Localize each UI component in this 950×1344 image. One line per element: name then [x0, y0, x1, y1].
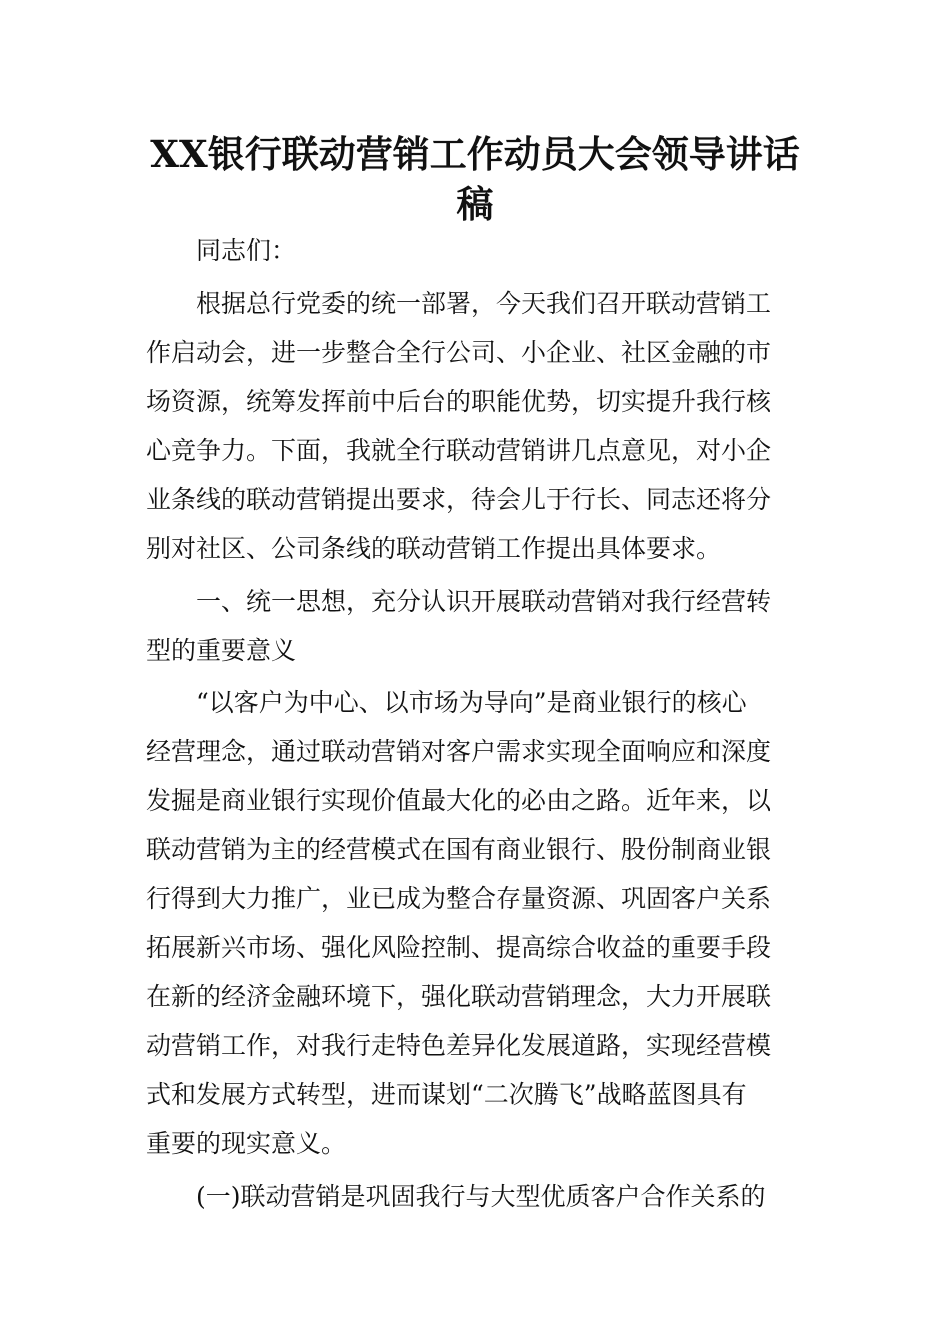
paragraph-line: 式和发展方式转型，进而谋划“二次腾飞”战略蓝图具有	[146, 1080, 747, 1109]
paragraph-line: 联动营销为主的经营模式在国有商业银行、股份制商业银	[146, 835, 772, 864]
paragraph-line: 拓展新兴市场、强化风险控制、提高综合收益的重要手段	[146, 933, 772, 962]
paragraph-line: 在新的经济金融环境下，强化联动营销理念，大力开展联	[146, 982, 772, 1011]
paragraph-line: 动营销工作，对我行走特色差异化发展道路，实现经营模	[146, 1031, 772, 1060]
document-title-line-2: 稿	[456, 182, 494, 226]
paragraph-line: 发掘是商业银行实现价值最大化的必由之路。近年来，以	[146, 786, 772, 815]
subsection-heading-line: (一)联动营销是巩固我行与大型优质客户合作关系的	[196, 1182, 766, 1211]
paragraph-line: 根据总行党委的统一部署，今天我们召开联动营销工	[196, 289, 772, 318]
paragraph-line: 重要的现实意义。	[146, 1129, 347, 1158]
paragraph-line: 心竞争力。下面，我就全行联动营销讲几点意见，对小企	[146, 436, 772, 465]
section-heading-line: 型的重要意义	[146, 636, 297, 665]
paragraph-line: 行得到大力推广，业已成为整合存量资源、巩固客户关系	[146, 884, 772, 913]
salutation: 同志们：	[196, 236, 297, 265]
section-heading-line: 一、统一思想，充分认识开展联动营销对我行经营转	[196, 587, 772, 616]
paragraph-line: 作启动会，进一步整合全行公司、小企业、社区金融的市	[146, 338, 772, 367]
paragraph-line: 别对社区、公司条线的联动营销工作提出具体要求。	[146, 534, 722, 563]
paragraph-line: 业条线的联动营销提出要求，待会儿于行长、同志还将分	[146, 485, 772, 514]
paragraph-line: 场资源，统筹发挥前中后台的职能优势，切实提升我行核	[146, 387, 772, 416]
paragraph-line: 经营理念，通过联动营销对客户需求实现全面响应和深度	[146, 737, 772, 766]
document-title-line-1: XX银行联动营销工作动员大会领导讲话	[150, 132, 800, 176]
paragraph-line: “以客户为中心、以市场为导向”是商业银行的核心	[196, 688, 747, 717]
